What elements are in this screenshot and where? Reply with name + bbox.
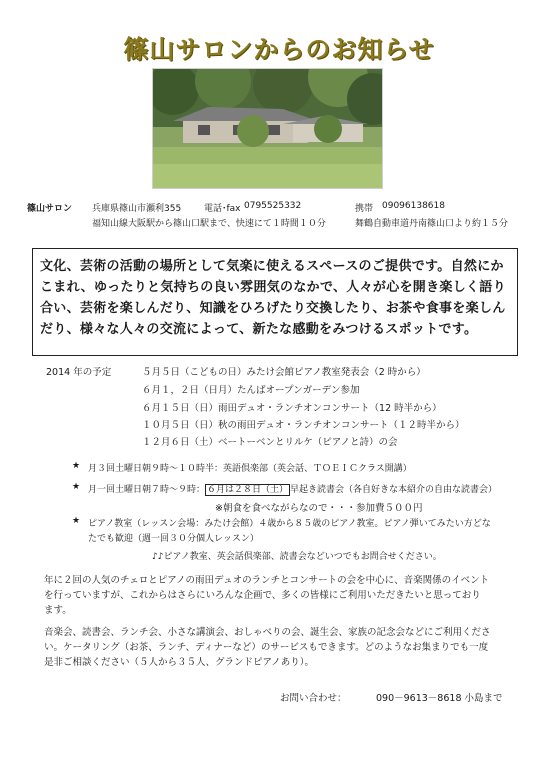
schedule-label: 2014 年の予定 — [46, 367, 112, 378]
tel-label: 電話･fax — [204, 204, 241, 214]
mobile-number: 09096138618 — [382, 201, 445, 211]
intro-line: 文化、芸術の活動の場所として気楽に使えるスペースのご提供です。自然にか — [40, 259, 504, 274]
june-date-highlight: ６月は２８日（土） — [207, 485, 289, 495]
star-icon: ★ — [72, 461, 81, 471]
schedule-item: ６月１，２日（日月）たんばオープンガーデン参加 — [142, 385, 360, 396]
salon-address: 兵庫県篠山市瀬利355 — [92, 204, 182, 214]
access-car: 舞鶴自動車道丹南篠山口より約１５分 — [355, 219, 509, 229]
intro-line: だり、様々な人々の交流によって、新たな感動をみつけるスポットです。 — [40, 322, 478, 337]
events-paragraph: 年に２回の人気のチェロとピアノの雨田デュオのランチとコンサートの会を中心に、音楽関係のイベント を行っていますが、これからはさらにいろんな企画で、多くの皆様にご利用いただきたいと思っており ます。 — [44, 575, 490, 616]
inquiry-label: お問い合わせ： — [280, 693, 347, 704]
english-club-text: 月３回土曜日朝９時〜１０時半：英語倶楽部（英会話、ＴＯＥＩＣクラス開講） — [88, 464, 412, 474]
intro-text — [40, 256, 512, 340]
schedule-item: １０月５日（日）秋の雨田デュオ・ランチオンコンサート（１２時半から） — [142, 420, 465, 431]
salon-house-photo — [152, 68, 383, 189]
closing-text: ♪♪ピアノ教室、英会話倶楽部、読書会などいつでもお問合せください。 — [152, 552, 442, 562]
page-title: 篠山サロンからのお知らせ — [123, 35, 435, 64]
access-train: 福知山線大阪駅から篠山口駅まで、快速にて１時間１０分 — [92, 219, 326, 229]
schedule-item: ５月５日（こどもの日）みたけ会館ピアノ教室発表会（2 時から） — [142, 367, 426, 378]
reading-club-note: ※朝食を食べながらなので・・・参加費５００円 — [215, 503, 423, 514]
services-paragraph: 音楽会、読書会、ランチ会、小さな講演会、おしゃべりの会、誕生会、家族の記念会などにご利用くださ い。ケータリング（お茶、ランチ、ディナーなど）のサービスもできます。どのようなお集まりでも一度 是非ご相談ください（５人から３５人、グランドピアノあり）。 — [44, 627, 491, 668]
star-icon: ★ — [72, 482, 81, 492]
star-icon: ★ — [72, 516, 81, 526]
reading-club-text: 月一回土曜日朝７時〜９時： ６月は２８日（土） 早起き読書会（各自好きな本紹介の自由な読書会） — [88, 485, 498, 495]
salon-name: 篠山サロン — [27, 204, 73, 214]
mobile-label: 携帯 — [355, 204, 374, 214]
intro-line: 合い、芸術を楽しんだり、知識をひろげたり交換したり、お茶や食事を楽しん — [40, 301, 506, 316]
piano-class-text-line1: ピアノ教室（レッスン会場：みたけ会館）４歳から８５歳のピアノ教室。ピアノ弾いてみたい方どな — [88, 519, 491, 529]
piano-class-text-line2: たでも歓迎（週一回３０分個人レッスン） — [88, 534, 259, 544]
intro-line: こまれ、ゆったりと気持ちの良い雰囲気のなかで、人々が心を開き楽しく語り — [40, 280, 506, 295]
tel-number: 0795525332 — [244, 201, 302, 211]
inquiry-phone: 090－9613－8618 小島まで — [376, 693, 503, 704]
schedule-item: １２月６日（土）ベートーベンとリルケ（ピアノと詩）の会 — [142, 437, 398, 448]
schedule-item: ６月１５日（日）雨田デュオ・ランチオンコンサート（12 時半から） — [142, 403, 442, 414]
